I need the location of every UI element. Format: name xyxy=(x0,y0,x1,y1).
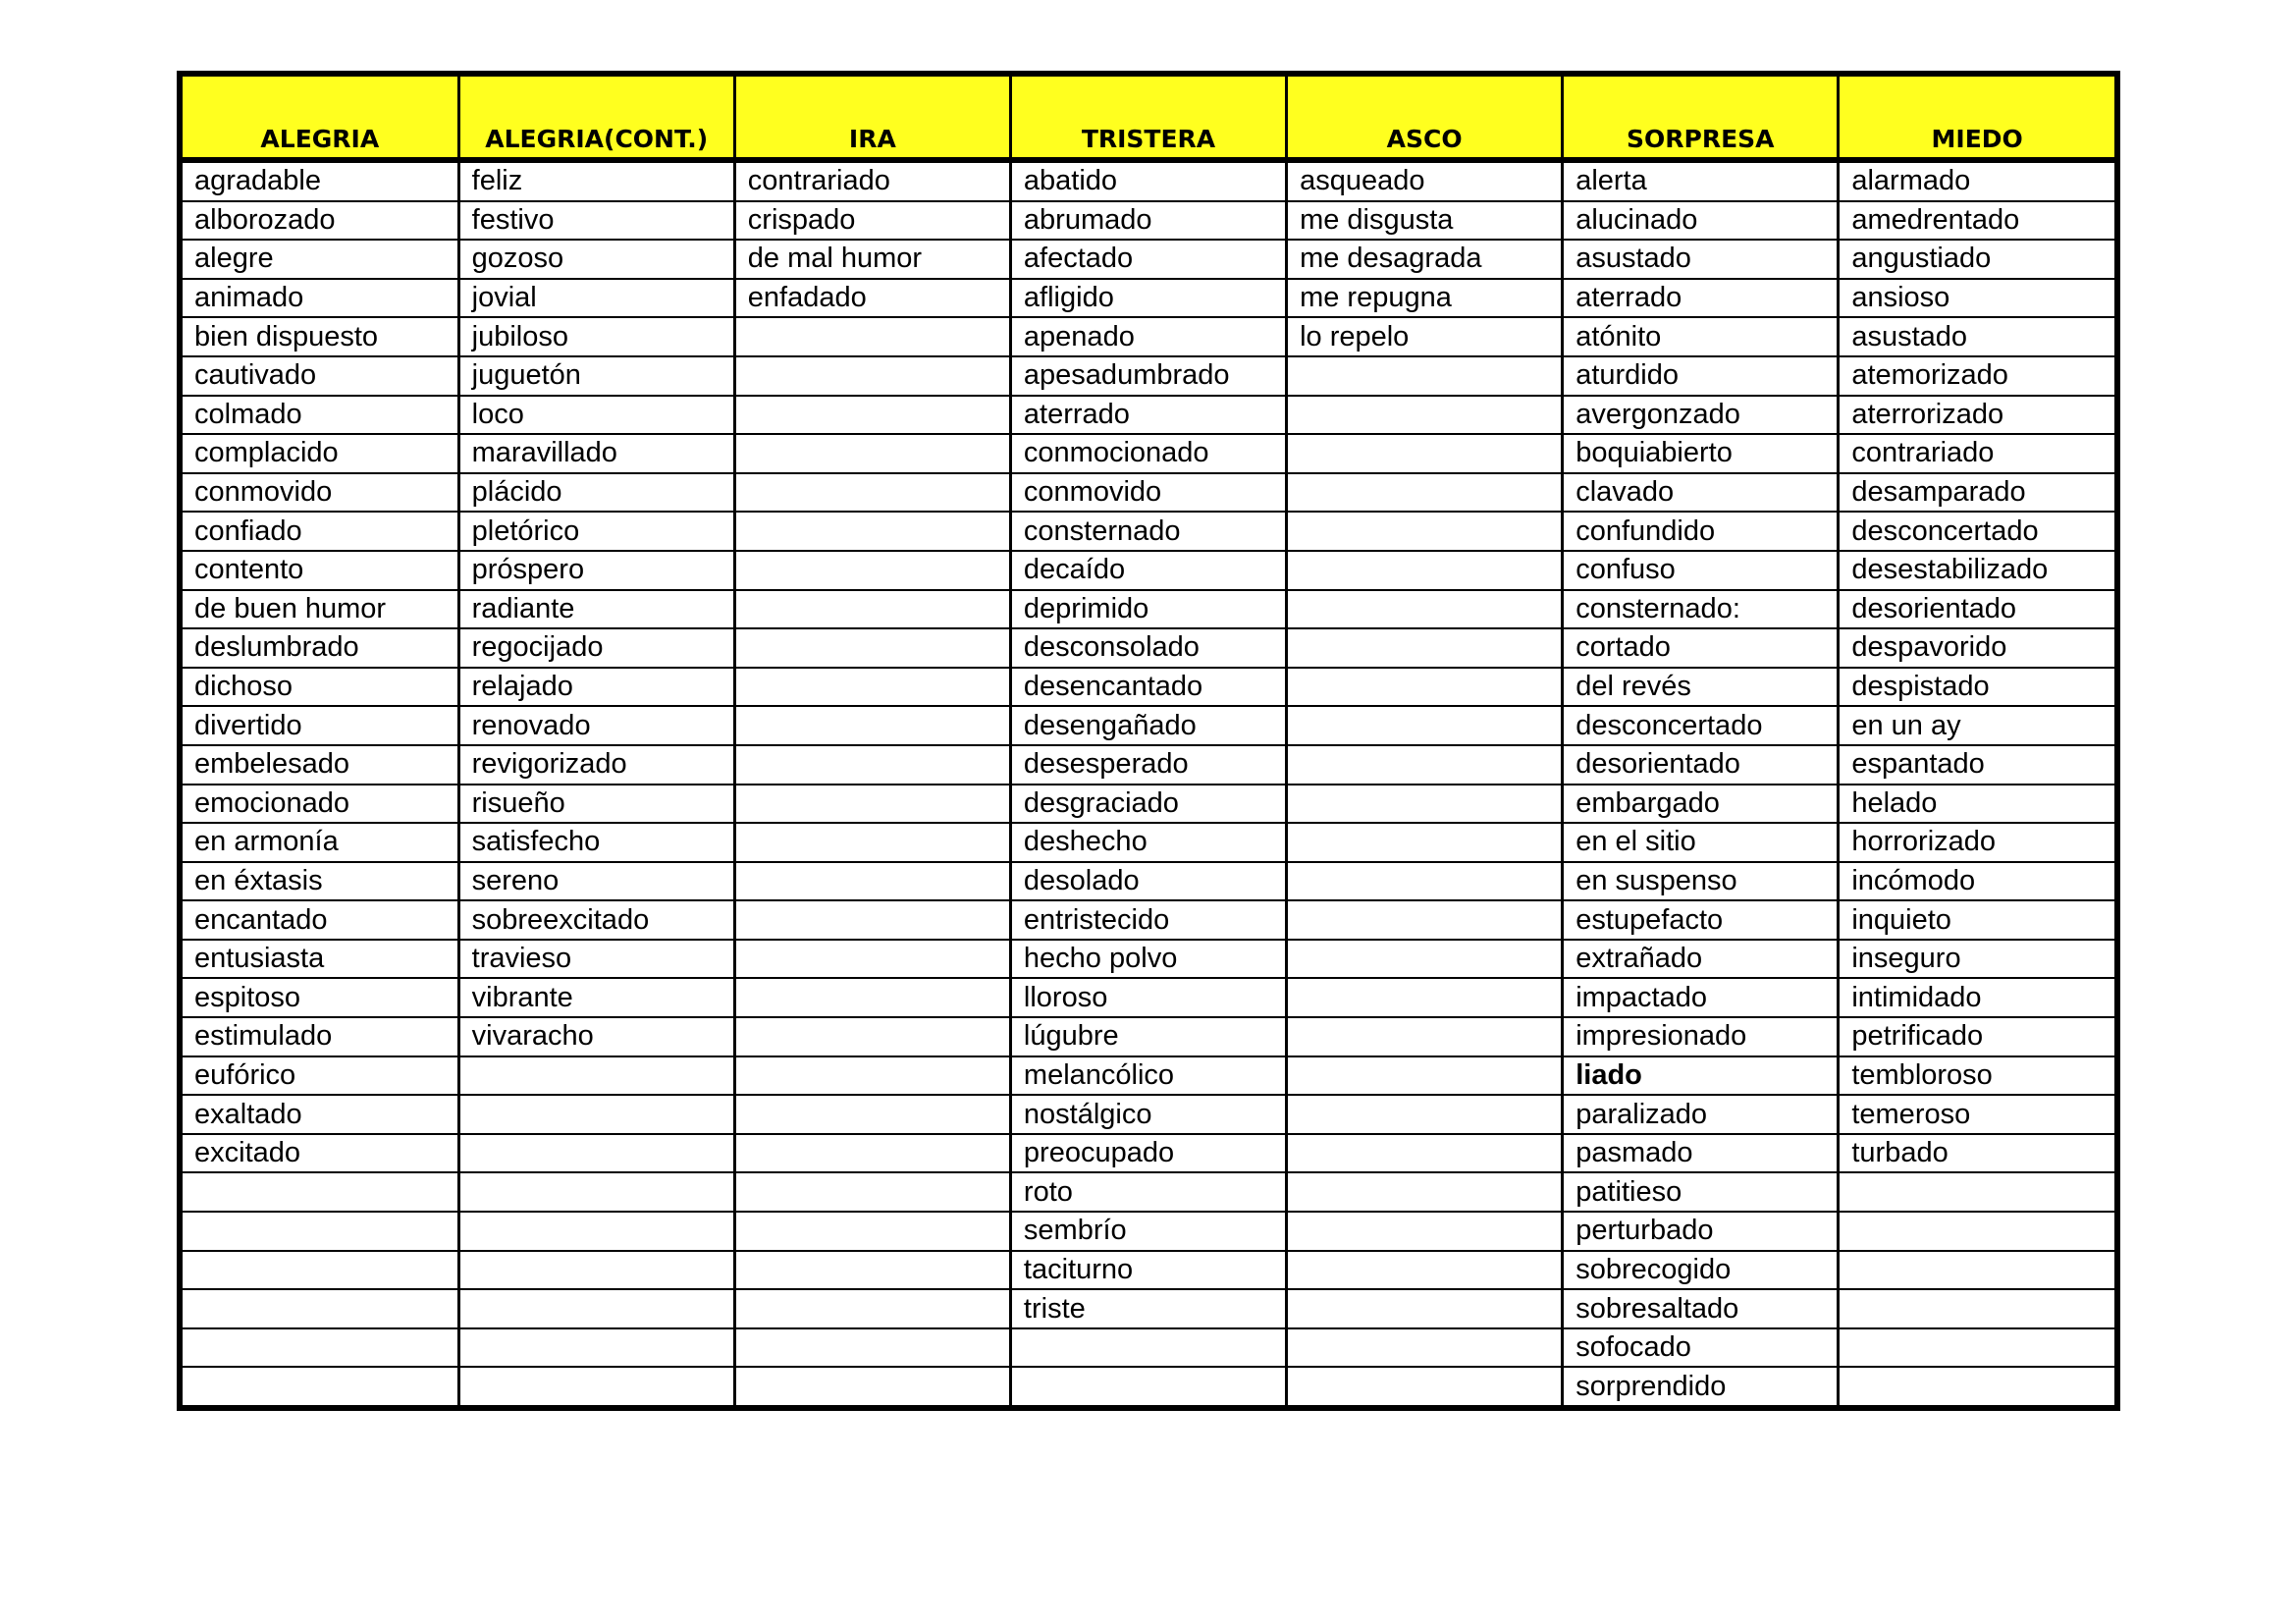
table-cell xyxy=(734,706,1010,745)
table-row xyxy=(183,1017,2114,1056)
table-cell: incómodo xyxy=(1839,862,2114,901)
table-cell: exaltado xyxy=(183,1095,458,1134)
table-cell: turbado xyxy=(1839,1134,2114,1173)
table-cell: pasmado xyxy=(1563,1134,1839,1173)
table-cell: regocijado xyxy=(458,628,734,668)
table-cell: del revés xyxy=(1563,668,1839,707)
table-cell xyxy=(1287,434,1563,473)
table-cell xyxy=(1287,1172,1563,1212)
table-cell: apesadumbrado xyxy=(1010,356,1286,396)
table-cell: próspero xyxy=(458,551,734,590)
table-cell xyxy=(734,512,1010,551)
table-cell xyxy=(1287,590,1563,629)
table-row xyxy=(183,628,2114,668)
table-cell xyxy=(183,1212,458,1251)
table-cell xyxy=(183,1289,458,1328)
table-cell xyxy=(1287,785,1563,824)
table-cell: feliz xyxy=(458,160,734,201)
table-cell: ansioso xyxy=(1839,279,2114,318)
table-cell: asqueado xyxy=(1287,160,1563,201)
table-cell xyxy=(1287,823,1563,862)
table-cell: desconsolado xyxy=(1010,628,1286,668)
table-cell: confiado xyxy=(183,512,458,551)
table-cell xyxy=(183,1328,458,1368)
table-cell xyxy=(458,1251,734,1290)
table-cell: afectado xyxy=(1010,240,1286,279)
table-cell: confundido xyxy=(1563,512,1839,551)
table-cell xyxy=(1839,1328,2114,1368)
table-cell xyxy=(1287,1095,1563,1134)
table-cell: divertido xyxy=(183,706,458,745)
table-cell: emocionado xyxy=(183,785,458,824)
table-cell: complacido xyxy=(183,434,458,473)
table-cell xyxy=(1287,668,1563,707)
table-cell xyxy=(734,862,1010,901)
table-cell: relajado xyxy=(458,668,734,707)
emotions-table xyxy=(183,77,2114,1405)
table-row xyxy=(183,473,2114,513)
table-row xyxy=(183,668,2114,707)
table-cell: enfadado xyxy=(734,279,1010,318)
table-cell: maravillado xyxy=(458,434,734,473)
table-cell xyxy=(734,1056,1010,1096)
table-cell: sembrío xyxy=(1010,1212,1286,1251)
table-cell: desamparado xyxy=(1839,473,2114,513)
table-row xyxy=(183,512,2114,551)
table-cell xyxy=(734,1289,1010,1328)
table-cell: sorprendido xyxy=(1563,1367,1839,1405)
table-cell: sobresaltado xyxy=(1563,1289,1839,1328)
table-cell: embelesado xyxy=(183,745,458,785)
table-cell xyxy=(1287,1289,1563,1328)
table-cell xyxy=(734,785,1010,824)
table-cell: roto xyxy=(1010,1172,1286,1212)
table-row xyxy=(183,1328,2114,1368)
table-cell xyxy=(1287,356,1563,396)
table-cell: cortado xyxy=(1563,628,1839,668)
table-cell xyxy=(1287,1367,1563,1405)
table-cell xyxy=(1839,1289,2114,1328)
table-row xyxy=(183,1289,2114,1328)
table-cell: deslumbrado xyxy=(183,628,458,668)
table-cell xyxy=(458,1212,734,1251)
table-cell: estupefacto xyxy=(1563,900,1839,940)
table-cell: lloroso xyxy=(1010,978,1286,1017)
table-cell xyxy=(1839,1212,2114,1251)
table-cell xyxy=(1287,745,1563,785)
table-cell: eufórico xyxy=(183,1056,458,1096)
table-cell xyxy=(734,745,1010,785)
table-row xyxy=(183,279,2114,318)
table-cell: colmado xyxy=(183,396,458,435)
table-cell xyxy=(458,1367,734,1405)
table-cell: me desagrada xyxy=(1287,240,1563,279)
table-cell: impactado xyxy=(1563,978,1839,1017)
table-cell: vivaracho xyxy=(458,1017,734,1056)
table-cell xyxy=(734,473,1010,513)
table-cell: excitado xyxy=(183,1134,458,1173)
table-cell: risueño xyxy=(458,785,734,824)
table-cell xyxy=(1839,1172,2114,1212)
table-row xyxy=(183,1134,2114,1173)
table-cell xyxy=(734,317,1010,356)
table-cell: contento xyxy=(183,551,458,590)
table-cell xyxy=(458,1134,734,1173)
table-cell: paralizado xyxy=(1563,1095,1839,1134)
table-cell: jubiloso xyxy=(458,317,734,356)
table-cell: desconcertado xyxy=(1563,706,1839,745)
table-cell xyxy=(1839,1367,2114,1405)
table-cell xyxy=(1010,1328,1286,1368)
table-cell xyxy=(183,1367,458,1405)
table-body xyxy=(183,160,2114,1405)
table-cell: desgraciado xyxy=(1010,785,1286,824)
table-cell: desolado xyxy=(1010,862,1286,901)
table-cell: dichoso xyxy=(183,668,458,707)
table-cell: amedrentado xyxy=(1839,201,2114,241)
table-cell xyxy=(734,628,1010,668)
table-cell: contrariado xyxy=(734,160,1010,201)
table-cell: en suspenso xyxy=(1563,862,1839,901)
table-cell: festivo xyxy=(458,201,734,241)
table-cell xyxy=(734,978,1010,1017)
table-cell: afligido xyxy=(1010,279,1286,318)
table-cell: espantado xyxy=(1839,745,2114,785)
table-cell xyxy=(1287,551,1563,590)
table-cell xyxy=(1287,512,1563,551)
table-cell xyxy=(1010,1367,1286,1405)
table-cell xyxy=(1287,1134,1563,1173)
table-cell xyxy=(734,1328,1010,1368)
table-cell: hecho polvo xyxy=(1010,940,1286,979)
table-cell xyxy=(1287,1212,1563,1251)
table-cell: lo repelo xyxy=(1287,317,1563,356)
table-row xyxy=(183,160,2114,201)
table-cell: despavorido xyxy=(1839,628,2114,668)
table-row xyxy=(183,356,2114,396)
table-cell: atónito xyxy=(1563,317,1839,356)
table-cell xyxy=(183,1172,458,1212)
table-cell: inquieto xyxy=(1839,900,2114,940)
column-header: ALEGRIA(CONT.) xyxy=(458,77,734,160)
table-cell: atemorizado xyxy=(1839,356,2114,396)
column-header: TRISTERA xyxy=(1010,77,1286,160)
table-cell: entristecido xyxy=(1010,900,1286,940)
table-cell: angustiado xyxy=(1839,240,2114,279)
table-cell xyxy=(1839,1251,2114,1290)
table-cell xyxy=(734,551,1010,590)
table-cell xyxy=(458,1172,734,1212)
table-cell: tembloroso xyxy=(1839,1056,2114,1096)
table-cell: plácido xyxy=(458,473,734,513)
table-cell: de buen humor xyxy=(183,590,458,629)
table-cell: desorientado xyxy=(1563,745,1839,785)
table-cell: horrorizado xyxy=(1839,823,2114,862)
table-cell: de mal humor xyxy=(734,240,1010,279)
table-cell: confuso xyxy=(1563,551,1839,590)
table-row xyxy=(183,590,2114,629)
table-cell: despistado xyxy=(1839,668,2114,707)
table-cell xyxy=(458,1328,734,1368)
table-cell xyxy=(1287,1056,1563,1096)
table-row xyxy=(183,201,2114,241)
table-row xyxy=(183,551,2114,590)
table-cell: consternado: xyxy=(1563,590,1839,629)
table-cell: desconcertado xyxy=(1839,512,2114,551)
table-cell: agradable xyxy=(194,165,321,197)
table-cell xyxy=(1287,978,1563,1017)
table-cell: aturdido xyxy=(1563,356,1839,396)
table-cell xyxy=(734,396,1010,435)
table-cell: desorientado xyxy=(1839,590,2114,629)
table-cell xyxy=(1287,940,1563,979)
table-cell xyxy=(734,356,1010,396)
table-cell: sofocado xyxy=(1563,1328,1839,1368)
table-cell: asustado xyxy=(1839,317,2114,356)
table-row xyxy=(183,785,2114,824)
table-cell: temeroso xyxy=(1839,1095,2114,1134)
table-row xyxy=(183,434,2114,473)
table-cell: triste xyxy=(1010,1289,1286,1328)
table-cell: asustado xyxy=(1563,240,1839,279)
table-row xyxy=(183,1251,2114,1290)
table-row xyxy=(183,396,2114,435)
table-cell: liado xyxy=(1563,1056,1839,1096)
table-cell xyxy=(1287,862,1563,901)
table-row xyxy=(183,823,2114,862)
table-cell: me repugna xyxy=(1287,279,1563,318)
table-cell: nostálgico xyxy=(1010,1095,1286,1134)
table-cell xyxy=(734,1172,1010,1212)
table-cell xyxy=(734,1212,1010,1251)
table-row xyxy=(183,978,2114,1017)
table-cell xyxy=(734,940,1010,979)
table-cell xyxy=(734,1251,1010,1290)
table-cell: radiante xyxy=(458,590,734,629)
table-cell: patitieso xyxy=(1563,1172,1839,1212)
header-row xyxy=(183,77,2114,160)
table-cell: espitoso xyxy=(183,978,458,1017)
table-cell: sobrecogido xyxy=(1563,1251,1839,1290)
table-cell: aterrorizado xyxy=(1839,396,2114,435)
table-cell xyxy=(1287,1251,1563,1290)
table-cell: inseguro xyxy=(1839,940,2114,979)
table-cell: juguetón xyxy=(458,356,734,396)
table-cell: lúgubre xyxy=(1010,1017,1286,1056)
table-cell: entusiasta xyxy=(183,940,458,979)
table-cell: en armonía xyxy=(183,823,458,862)
table-cell: alborozado xyxy=(183,201,458,241)
table-cell: alerta xyxy=(1563,160,1839,201)
table-row xyxy=(183,1212,2114,1251)
table-cell xyxy=(734,1134,1010,1173)
table-cell: sereno xyxy=(458,862,734,901)
table-row xyxy=(183,706,2114,745)
table-cell: desencantado xyxy=(1010,668,1286,707)
table-cell: conmocionado xyxy=(1010,434,1286,473)
table-cell: revigorizado xyxy=(458,745,734,785)
table-row xyxy=(183,940,2114,979)
table-cell: abrumado xyxy=(1010,201,1286,241)
table-cell: desengañado xyxy=(1010,706,1286,745)
table-cell: melancólico xyxy=(1010,1056,1286,1096)
table-cell: gozoso xyxy=(458,240,734,279)
table-cell: apenado xyxy=(1010,317,1286,356)
table-cell: deprimido xyxy=(1010,590,1286,629)
table-cell xyxy=(734,900,1010,940)
table-cell: aterrado xyxy=(1010,396,1286,435)
column-header: ASCO xyxy=(1287,77,1563,160)
table-cell: decaído xyxy=(1010,551,1286,590)
table-cell: intimidado xyxy=(1839,978,2114,1017)
table-row xyxy=(183,900,2114,940)
table-cell xyxy=(734,1095,1010,1134)
table-cell: boquiabierto xyxy=(1563,434,1839,473)
table-cell: bien dispuesto xyxy=(183,317,458,356)
table-cell: avergonzado xyxy=(1563,396,1839,435)
table-cell: pletórico xyxy=(458,512,734,551)
table-cell xyxy=(1287,1017,1563,1056)
table-cell xyxy=(458,1056,734,1096)
table-cell: travieso xyxy=(458,940,734,979)
table-cell: jovial xyxy=(458,279,734,318)
table-cell xyxy=(1287,396,1563,435)
table-row xyxy=(183,745,2114,785)
table-cell: alegre xyxy=(183,240,458,279)
table-cell xyxy=(734,1017,1010,1056)
table-cell xyxy=(1287,628,1563,668)
table-cell: perturbado xyxy=(1563,1212,1839,1251)
table-cell: vibrante xyxy=(458,978,734,1017)
table-cell: extrañado xyxy=(1563,940,1839,979)
table-cell: preocupado xyxy=(1010,1134,1286,1173)
table-cell: contrariado xyxy=(1839,434,2114,473)
table-row xyxy=(183,1172,2114,1212)
table-cell: en el sitio xyxy=(1563,823,1839,862)
table-cell xyxy=(734,1367,1010,1405)
table-cell: petrificado xyxy=(1839,1017,2114,1056)
column-header: ALEGRIA xyxy=(183,77,458,160)
table-cell xyxy=(1287,1328,1563,1368)
table-cell: desestabilizado xyxy=(1839,551,2114,590)
table-cell: en un ay xyxy=(1839,706,2114,745)
table-cell: satisfecho xyxy=(458,823,734,862)
table-row xyxy=(183,1095,2114,1134)
table-cell: deshecho xyxy=(1010,823,1286,862)
table-cell xyxy=(458,1095,734,1134)
table-cell: aterrado xyxy=(1563,279,1839,318)
table-cell: conmovido xyxy=(183,473,458,513)
table-cell: embargado xyxy=(1563,785,1839,824)
table-cell xyxy=(734,823,1010,862)
table-cell: consternado xyxy=(1010,512,1286,551)
table-cell: renovado xyxy=(458,706,734,745)
table-cell xyxy=(734,590,1010,629)
table-row xyxy=(183,317,2114,356)
emotions-table-frame xyxy=(177,71,2120,1411)
table-cell xyxy=(1287,706,1563,745)
table-cell: impresionado xyxy=(1563,1017,1839,1056)
table-cell: encantado xyxy=(183,900,458,940)
column-header: MIEDO xyxy=(1839,77,2114,160)
table-cell: en éxtasis xyxy=(183,862,458,901)
table-cell xyxy=(183,1251,458,1290)
table-cell: crispado xyxy=(734,201,1010,241)
table-cell xyxy=(734,434,1010,473)
table-cell: sobreexcitado xyxy=(458,900,734,940)
table-cell: helado xyxy=(1839,785,2114,824)
table-row xyxy=(183,240,2114,279)
column-header: SORPRESA xyxy=(1563,77,1839,160)
table-cell: clavado xyxy=(1563,473,1839,513)
table-cell xyxy=(458,1289,734,1328)
table-row xyxy=(183,1367,2114,1405)
table-cell: animado xyxy=(183,279,458,318)
table-cell xyxy=(1287,473,1563,513)
table-row xyxy=(183,862,2114,901)
table-cell: cautivado xyxy=(183,356,458,396)
table-row xyxy=(183,1056,2114,1096)
table-cell: alucinado xyxy=(1563,201,1839,241)
table-cell: estimulado xyxy=(183,1017,458,1056)
table-cell: abatido xyxy=(1010,160,1286,201)
table-cell: desesperado xyxy=(1010,745,1286,785)
table-cell: me disgusta xyxy=(1287,201,1563,241)
table-cell: conmovido xyxy=(1010,473,1286,513)
table-cell: alarmado xyxy=(1839,160,2114,201)
column-header: IRA xyxy=(734,77,1010,160)
table-cell: loco xyxy=(458,396,734,435)
table-cell xyxy=(734,668,1010,707)
table-cell: taciturno xyxy=(1010,1251,1286,1290)
table-cell xyxy=(1287,900,1563,940)
